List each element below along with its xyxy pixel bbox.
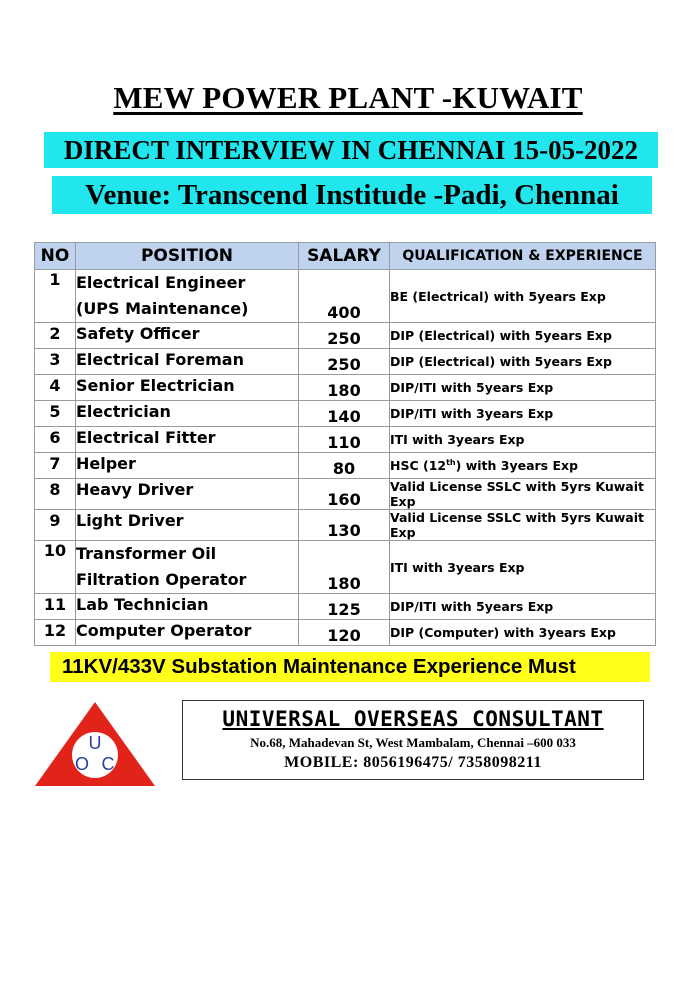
row-salary: 180	[299, 375, 390, 401]
row-qualification: DIP/ITI with 5years Exp	[390, 375, 656, 401]
row-no: 8	[35, 479, 76, 510]
row-salary: 110	[299, 427, 390, 453]
row-position: Transformer Oil Filtration Operator	[76, 541, 299, 594]
row-no: 9	[35, 510, 76, 541]
row-salary: 80	[299, 453, 390, 479]
header-no: NO	[35, 243, 76, 270]
row-salary: 140	[299, 401, 390, 427]
row-position: Electrician	[76, 401, 299, 427]
logo-letter-o: O	[74, 754, 90, 774]
row-qualification: ITI with 3years Exp	[390, 427, 656, 453]
table-row	[35, 479, 656, 510]
row-no: 2	[35, 323, 76, 349]
row-salary: 130	[299, 510, 390, 541]
row-qualification: Valid License SSLC with 5yrs Kuwait Exp	[390, 479, 656, 510]
header-position: POSITION	[76, 243, 299, 270]
company-mobile: MOBILE: 8056196475/ 7358098211	[284, 754, 542, 771]
table-row	[35, 510, 656, 541]
table-row	[35, 401, 656, 427]
table-row	[35, 375, 656, 401]
row-no: 1	[35, 270, 76, 323]
logo-letter-c: C	[101, 754, 115, 774]
row-qualification: DIP (Computer) with 3years Exp	[390, 620, 656, 646]
company-logo	[32, 700, 158, 790]
row-qualification: DIP/ITI with 3years Exp	[390, 401, 656, 427]
header-qualification: QUALIFICATION & EXPERIENCE	[390, 243, 656, 270]
table-row	[35, 427, 656, 453]
page-title: MEW POWER PLANT -KUWAIT	[113, 80, 583, 115]
row-qualification: DIP (Electrical) with 5years Exp	[390, 323, 656, 349]
row-no: 12	[35, 620, 76, 646]
row-position: Computer Operator	[76, 620, 299, 646]
row-no: 11	[35, 594, 76, 620]
row-salary: 160	[299, 479, 390, 510]
row-qualification: Valid License SSLC with 5yrs Kuwait Exp	[390, 510, 656, 541]
row-position: Senior Electrician	[76, 375, 299, 401]
table-row	[35, 349, 656, 375]
row-salary: 250	[299, 323, 390, 349]
row-salary: 120	[299, 620, 390, 646]
table-row	[35, 620, 656, 646]
table-row	[35, 270, 656, 323]
row-no: 7	[35, 453, 76, 479]
row-position: Electrical Foreman	[76, 349, 299, 375]
row-no: 5	[35, 401, 76, 427]
row-qualification: DIP (Electrical) with 5years Exp	[390, 349, 656, 375]
row-qualification: HSC (12th) with 3years Exp	[390, 453, 656, 479]
logo-letter-u: U	[88, 733, 102, 753]
table-header-row	[35, 243, 656, 270]
row-no: 3	[35, 349, 76, 375]
row-qualification: BE (Electrical) with 5years Exp	[390, 270, 656, 323]
row-position: Helper	[76, 453, 299, 479]
table-row	[35, 541, 656, 594]
row-position: Electrical Fitter	[76, 427, 299, 453]
interview-date-banner: DIRECT INTERVIEW IN CHENNAI 15-05-2022	[44, 132, 658, 168]
row-position: Lab Technician	[76, 594, 299, 620]
company-address: No.68, Mahadevan St, West Mambalam, Chennai –600 033	[250, 735, 576, 750]
row-position: Heavy Driver	[76, 479, 299, 510]
table-row	[35, 453, 656, 479]
company-info-box	[182, 700, 644, 780]
table-row	[35, 594, 656, 620]
row-salary: 250	[299, 349, 390, 375]
company-name: UNIVERSAL OVERSEAS CONSULTANT	[222, 707, 604, 731]
row-salary: 180	[299, 541, 390, 594]
row-no: 10	[35, 541, 76, 594]
row-salary: 400	[299, 270, 390, 323]
table-row	[35, 323, 656, 349]
header-salary: SALARY	[299, 243, 390, 270]
row-position: Safety Officer	[76, 323, 299, 349]
positions-table	[34, 242, 656, 646]
row-qualification: DIP/ITI with 5years Exp	[390, 594, 656, 620]
row-position: Electrical Engineer (UPS Maintenance)	[76, 270, 299, 323]
row-qualification: ITI with 3years Exp	[390, 541, 656, 594]
requirement-banner: 11KV/433V Substation Maintenance Experience Must	[50, 652, 650, 682]
row-no: 6	[35, 427, 76, 453]
row-position: Light Driver	[76, 510, 299, 541]
row-salary: 125	[299, 594, 390, 620]
row-no: 4	[35, 375, 76, 401]
venue-banner: Venue: Transcend Institude -Padi, Chennai	[52, 176, 652, 214]
